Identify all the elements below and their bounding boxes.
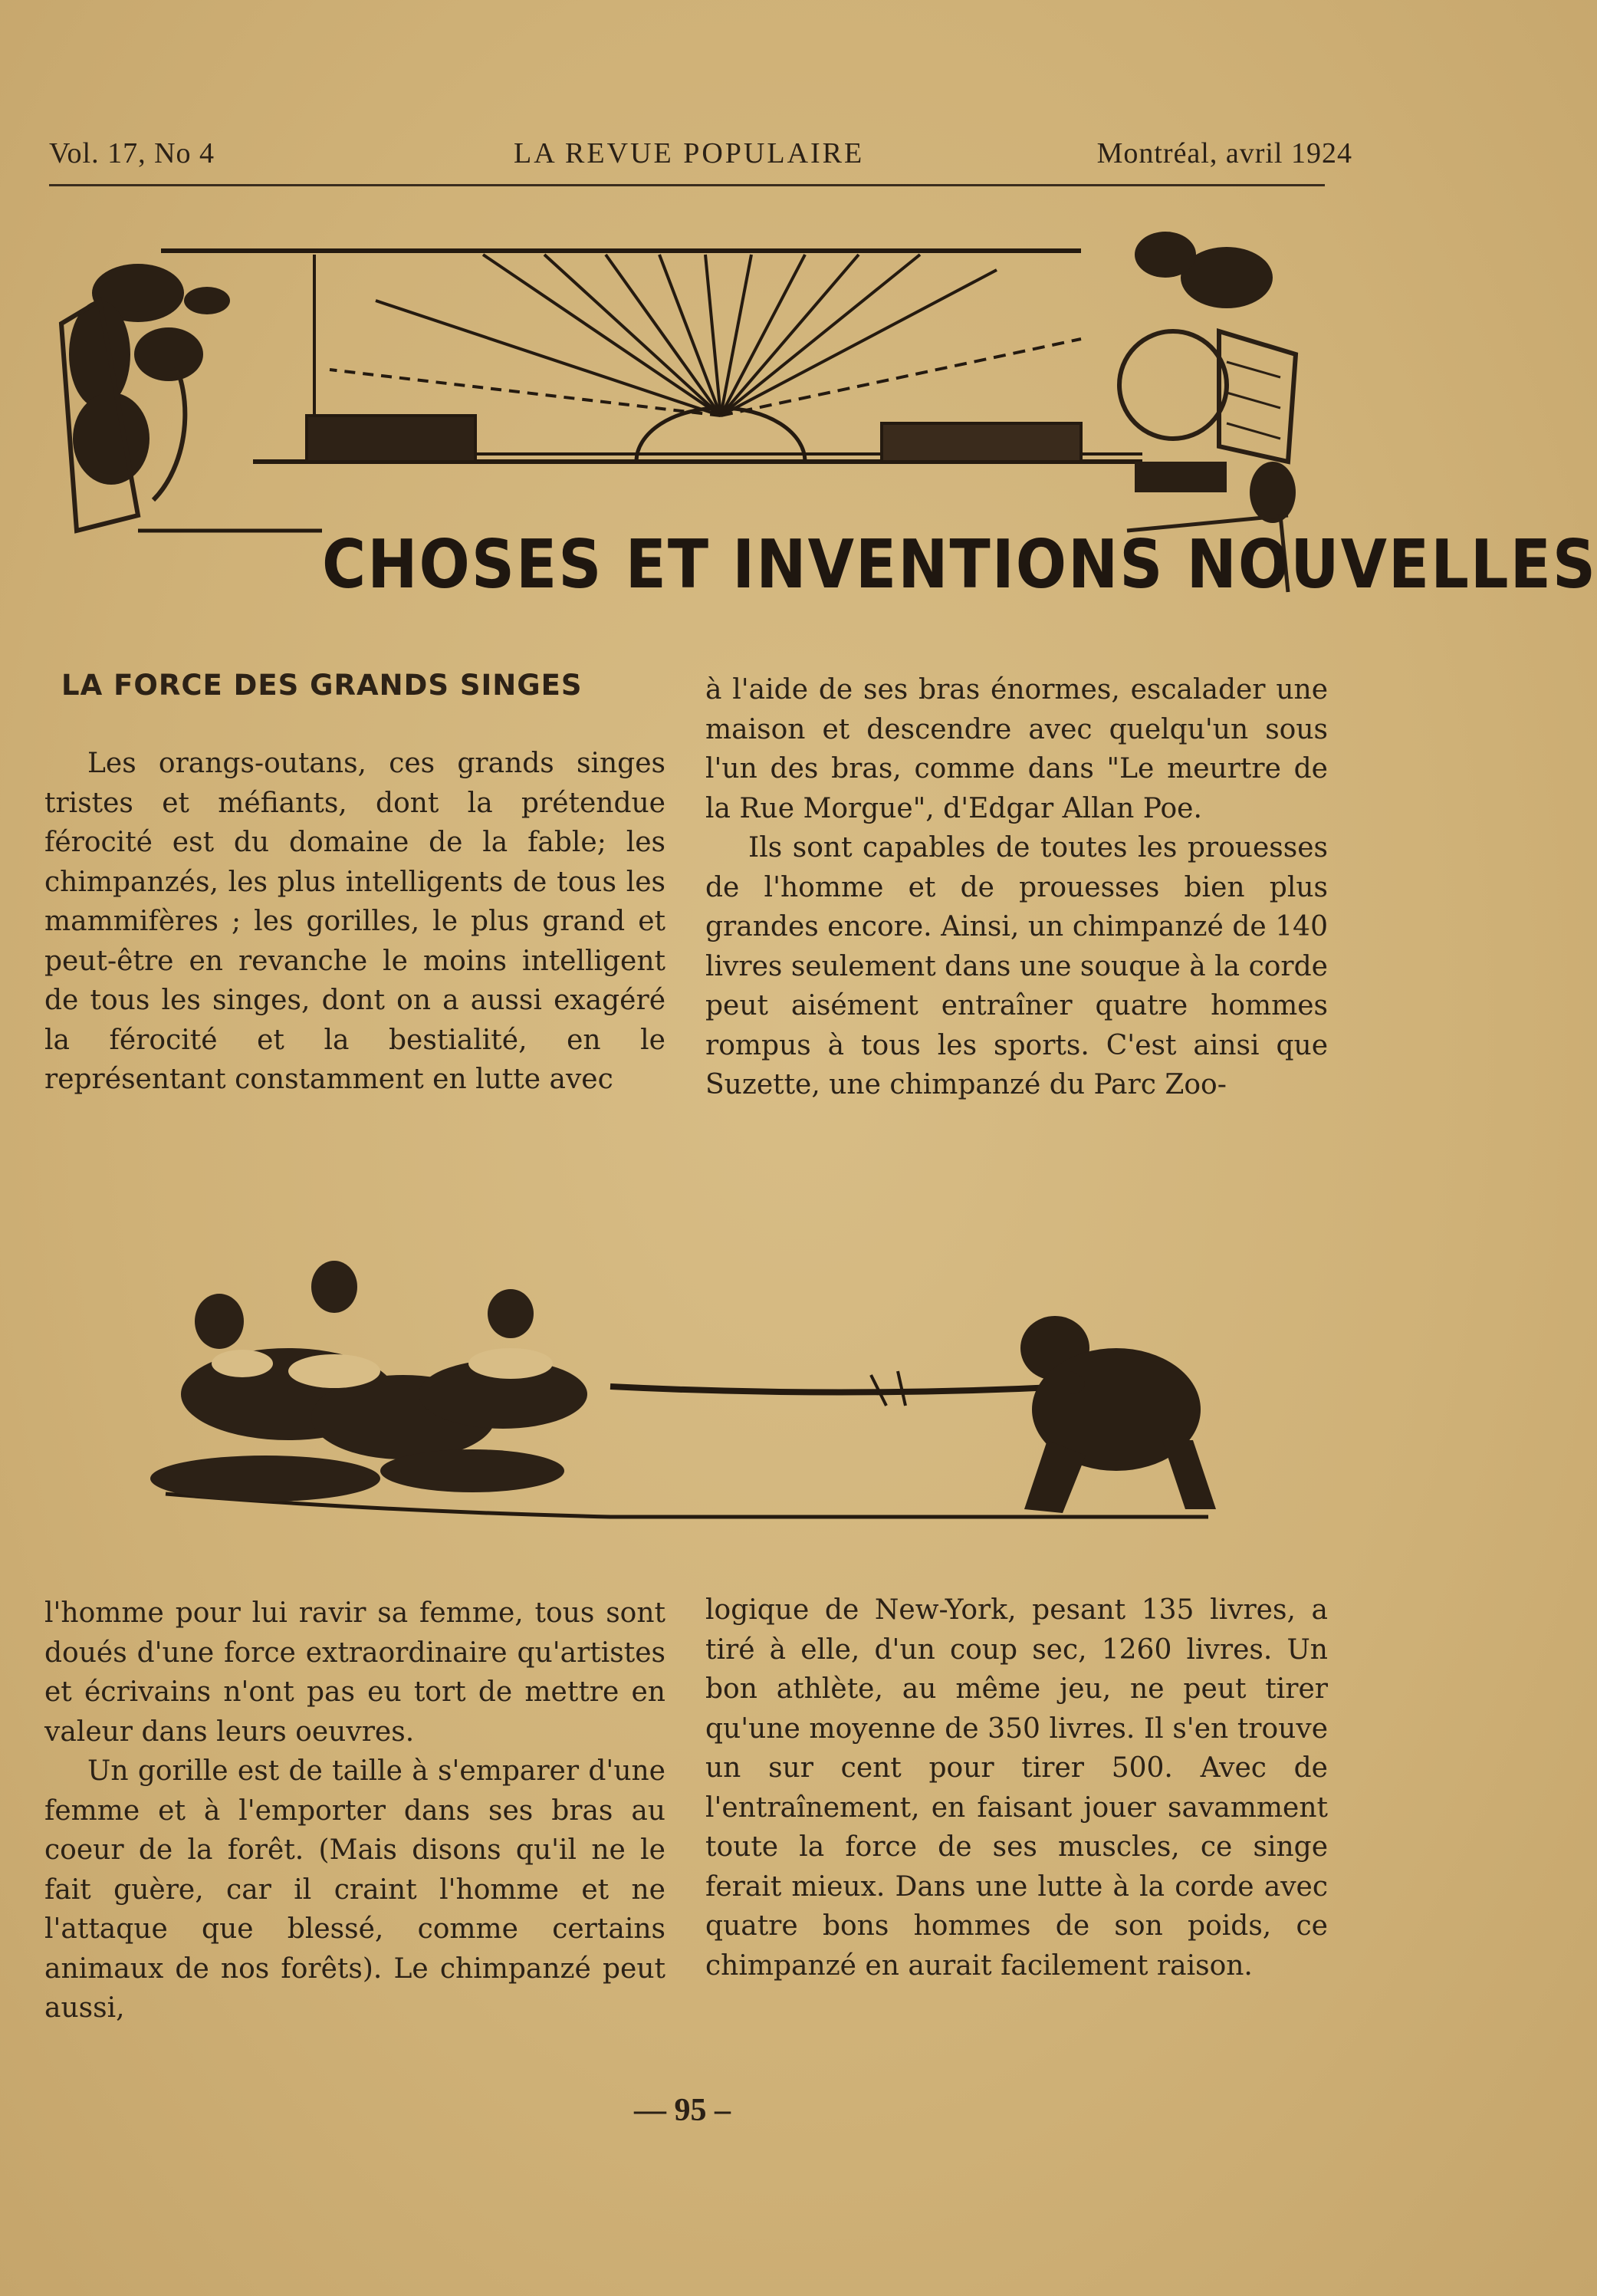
paragraph: l'homme pour lui ravir sa femme, tous sont doués d'une force extraordinaire qu'artistes et écrivains n'ont pas eu tort de mettre en valeur dans leurs oeuvres. — [44, 1597, 665, 1748]
article-heading: LA FORCE DES GRANDS SINGES — [61, 669, 583, 702]
header-rule — [49, 184, 1325, 186]
paragraph: logique de New-York, pesant 135 livres, a tiré à elle, d'un coup sec, 1260 livres. Un bon athlète, au même jeu, ne peut tirer qu'une moyenne de 350 livres. Il s'en trouve un sur cent pour tirer 500. Avec de l'entraînement, en faisant jouer savamment toute la force de ses muscles, ce singe ferait mieux. Dans une lutte à la corde avec quatre bons hommes de son poids, ce chimpanzé en aurait facilement raison. — [705, 1594, 1328, 1982]
paragraph: Un gorille est de taille à s'emparer d'une femme et à l'emporter dans ses bras au coeur de la forêt. (Mais disons qu'il ne le fait guère, car il craint l'homme et ne l'attaque que blessé, comme certains animaux de nos forêts). Le chimpanzé peut aussi, — [44, 1755, 665, 2024]
place-and-date: Montréal, avril 1924 — [1096, 137, 1352, 169]
page-number: — 95 – — [634, 2093, 731, 2128]
paragraph: à l'aide de ses bras énormes, escalader une maison et descendre avec quelqu'un sous l'un des bras, comme dans "Le meurtre de la Rue Morgue", d'Edgar Allan Poe. — [705, 674, 1328, 824]
section-banner-title: CHOSES ET INVENTIONS NOUVELLES — [322, 526, 1597, 604]
publication-title: LA REVUE POPULAIRE — [514, 137, 865, 169]
article-column-4 — [705, 1590, 1328, 1985]
tug-of-war-illustration — [150, 1241, 1224, 1548]
paragraph: Les orangs-outans, ces grands singes tristes et méfiants, dont la prétendue férocité est du domaine de la fable; les chimpanzés, les plus intelligents de tous les mammifères ; les gorilles, le plus grand et peut-être en revanche le moins intelligent de tous les singes, dont on a aussi exagéré la férocité et la bestialité, en le représentant constamment en lutte avec — [44, 748, 665, 1095]
article-column-2 — [705, 670, 1328, 1105]
paragraph: Ils sont capables de toutes les prouesses de l'homme et de prouesses bien plus grandes encore. Ainsi, un chimpanzé de 140 livres seulement dans une souque à la corde peut aisément entraîner quatre hommes rompus à tous les sports. C'est ainsi que Suzette, une chimpanzé du Parc Zoo- — [705, 832, 1328, 1100]
running-header — [49, 137, 1352, 176]
article-column-3 — [44, 1594, 665, 2028]
volume-number: Vol. 17, No 4 — [49, 137, 215, 169]
article-column-1 — [44, 744, 665, 1100]
